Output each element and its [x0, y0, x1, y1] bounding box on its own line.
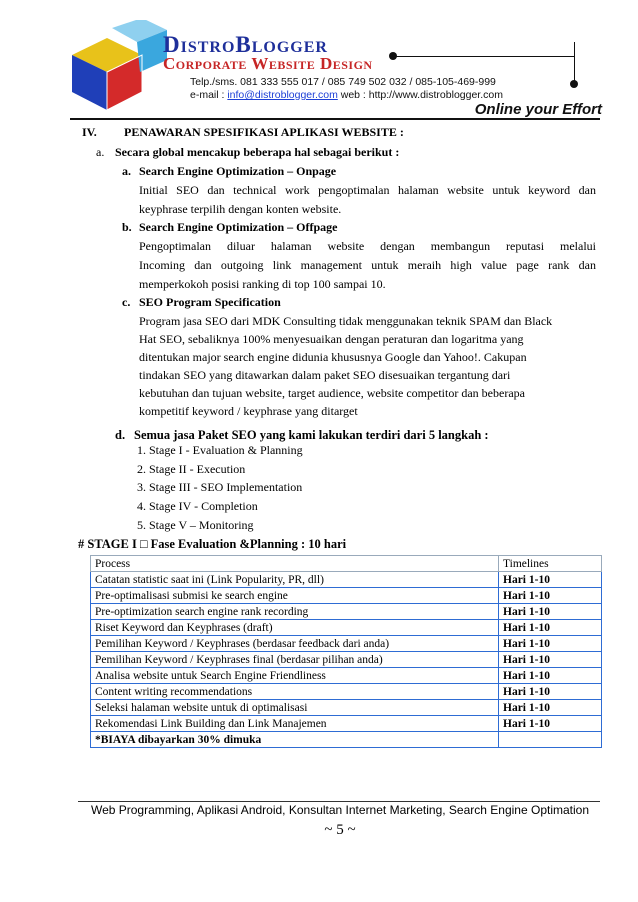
table-row: [91, 572, 602, 588]
stage-list-item: 1. Stage I - Evaluation & Planning: [137, 443, 303, 457]
item-c-line: ditentukan major search engine didunia khususnya Google dan Yahoo!. Cakupan: [139, 350, 527, 364]
item-c-label: c.: [122, 295, 131, 309]
header-rule-top: [392, 56, 574, 57]
payment-note: *BIAYA dibayarkan 30% dimuka: [91, 732, 499, 748]
brand-subtitle: Corporate Website Design: [163, 54, 373, 73]
table-row: [91, 668, 602, 684]
process-cell: Rekomendasi Link Building dan Link Manajemen: [91, 716, 499, 732]
process-cell: Pemilihan Keyword / Keyphrases final (berdasar pilihan anda): [91, 652, 499, 668]
section-title: PENAWARAN SPESIFIKASI APLIKASI WEBSITE :: [124, 125, 404, 139]
table-row: [91, 716, 602, 732]
distroblogger-logo-icon: [62, 20, 172, 115]
header-process: Process: [91, 556, 499, 572]
timeline-cell: Hari 1-10: [499, 588, 602, 604]
item-c-line: tindakan SEO yang ditawarkan dalam paket SEO disesuaikan tergantung dari: [139, 368, 511, 382]
item-b-title: Search Engine Optimization – Offpage: [139, 220, 338, 234]
email-label: e-mail :: [190, 89, 228, 101]
contact-email-web: [190, 89, 503, 101]
stage-list-item: 4. Stage IV - Completion: [137, 499, 258, 513]
item-c-line: Program jasa SEO dari MDK Consulting tidak menggunakan teknik SPAM dan Black: [139, 314, 553, 328]
item-b-line: Pengoptimalan diluar halaman website dengan membangun reputasi melalui: [139, 239, 596, 253]
table-header-row: [91, 556, 602, 572]
footer-text: Web Programming, Aplikasi Android, Konsultan Internet Marketing, Search Engine Optimation: [90, 803, 590, 817]
timeline-cell: Hari 1-10: [499, 716, 602, 732]
header-timelines: Timelines: [499, 556, 602, 572]
timeline-cell: Hari 1-10: [499, 604, 602, 620]
process-cell: Content writing recommendations: [91, 684, 499, 700]
item-c-title: SEO Program Specification: [139, 295, 281, 309]
table-row: [91, 604, 602, 620]
table-row: [91, 652, 602, 668]
stage-list-item: 2. Stage II - Execution: [137, 462, 246, 476]
process-table: [90, 555, 602, 748]
process-cell: Seleksi halaman website untuk di optimalisasi: [91, 700, 499, 716]
sub-a-label: a.: [96, 145, 105, 159]
timeline-cell: Hari 1-10: [499, 636, 602, 652]
header-dot-right: [570, 80, 578, 88]
item-c-line: kebutuhan dan tujuan website, target audience, website competitor dan beberapa: [139, 386, 525, 400]
header-rule-bottom: [70, 118, 600, 120]
brand-name: DistroBlogger: [163, 32, 328, 57]
timeline-cell: Hari 1-10: [499, 620, 602, 636]
table-row: [91, 684, 602, 700]
item-a-line: Initial SEO dan technical work pengoptimalan halaman website untuk keyword dan: [139, 183, 596, 197]
contact-phone: Telp./sms. 081 333 555 017 / 085 749 502 032 / 085-105-469-999: [190, 76, 496, 88]
section-number: IV.: [82, 125, 97, 139]
stage-list-item: 3. Stage III - SEO Implementation: [137, 480, 303, 494]
email-link[interactable]: info@distroblogger.com: [227, 89, 338, 101]
timeline-cell: Hari 1-10: [499, 668, 602, 684]
table-row: [91, 620, 602, 636]
item-b-line: Incoming dan outgoing link management untuk meraih high value page rank dan: [139, 258, 596, 272]
process-cell: Catatan statistic saat ini (Link Popularity, PR, dll): [91, 572, 499, 588]
timeline-cell: Hari 1-10: [499, 652, 602, 668]
web-address: web : http://www.distroblogger.com: [337, 89, 503, 101]
table-row: [91, 700, 602, 716]
item-c-line: Hat SEO, sebaliknya 100% menyesuaikan dengan peraturan dan logaritma yang: [139, 332, 524, 346]
table-row: [91, 588, 602, 604]
stage-heading: # STAGE I □ Fase Evaluation &Planning : 10 hari: [78, 537, 347, 551]
process-cell: Analisa website untuk Search Engine Friendliness: [91, 668, 499, 684]
header-rule-vertical: [574, 42, 575, 84]
item-d-label: d.: [115, 428, 126, 442]
table-note-row: [91, 732, 602, 748]
table-row: [91, 636, 602, 652]
process-cell: Pre-optimalisasi submisi ke search engine: [91, 588, 499, 604]
item-a-title: Search Engine Optimization – Onpage: [139, 164, 337, 178]
timeline-cell: Hari 1-10: [499, 572, 602, 588]
item-a-line: keyphrase terpilih dengan konten website.: [139, 202, 342, 216]
tagline: Online your Effort: [474, 101, 602, 118]
item-b-label: b.: [122, 220, 132, 234]
process-cell: Riset Keyword dan Keyphrases (draft): [91, 620, 499, 636]
footer-rule: [78, 801, 600, 802]
stage-list-item: 5. Stage V – Monitoring: [137, 518, 254, 532]
process-cell: Pemilihan Keyword / Keyphrases (berdasar feedback dari anda): [91, 636, 499, 652]
page-number: ~ 5 ~: [324, 822, 356, 838]
item-c-line: kompetitif keyword / keyphrase yang ditarget: [139, 404, 358, 418]
timeline-cell: Hari 1-10: [499, 700, 602, 716]
item-d-title: Semua jasa Paket SEO yang kami lakukan terdiri dari 5 langkah :: [134, 428, 489, 442]
sub-a-title: Secara global mencakup beberapa hal sebagai berikut :: [115, 145, 400, 159]
item-a-label: a.: [122, 164, 131, 178]
header-dot-left: [389, 52, 397, 60]
note-empty-cell: [499, 732, 602, 748]
process-cell: Pre-optimization search engine rank recording: [91, 604, 499, 620]
item-b-line: memperkokoh posisi ranking di top 100 sampai 10.: [139, 277, 386, 291]
timeline-cell: Hari 1-10: [499, 684, 602, 700]
